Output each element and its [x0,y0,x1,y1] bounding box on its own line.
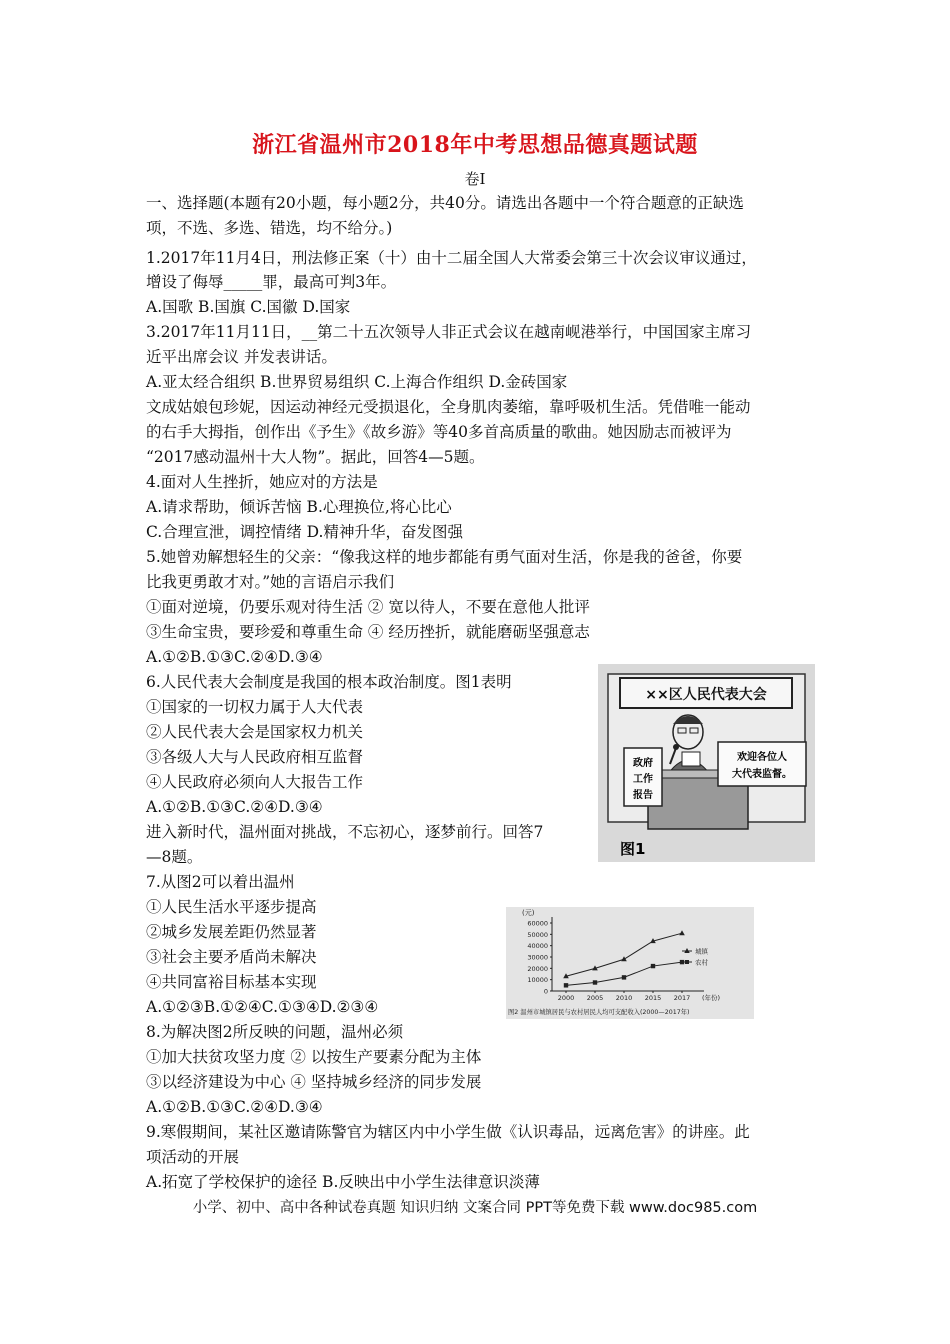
text-line: ①面对逆境，仍要乐观对待生活 ② 宽以待人，不要在意他人批评 [146,598,590,616]
data-point [593,980,597,984]
text-line: 1.2017年11月4日，刑法修正案（十）由十二届全国人大常委会第三十次会议审议通过， [146,249,757,267]
text-line: A.①②B.①③C.②④D.③④ [146,1098,323,1116]
text-line: ③各级人大与人民政府相互监督 [146,748,364,766]
text-line: 进入新时代，温州面对挑战，不忘初心，逐梦前行。回答7 [146,823,544,841]
text-line: ②人民代表大会是国家权力机关 [146,723,364,741]
text-line: 一、选择题(本题有20小题，每小题2分，共40分。请选出各题中一个符合题意的正缺选 [146,194,744,212]
section-label: 卷Ⅰ [464,170,486,188]
text-line: ④共同富裕目标基本实现 [146,973,317,991]
figure-1-report-line-1: 政府 [633,758,653,769]
text-line: ①人民生活水平逐步提高 [146,898,317,916]
income-line-chart [506,907,754,1019]
text-line: 7.从图2可以着出温州 [146,873,295,891]
text-line: C.合理宣泄，调控情绪 D.精神升华，奋发图强 [146,523,463,541]
figure-1-report-line-3: 报告 [633,790,653,801]
text-line: 4.面对人生挫折，她应对的方法是 [146,473,378,491]
y-tick-label: 30000 [527,953,548,962]
figure-2-caption: 图2 温州市城镇居民与农村居民人均可支配收入(2000—2017年) [508,1009,690,1016]
text-line: ③生命宝贵，要珍爱和尊重生命 ④ 经历挫折，就能磨砺坚强意志 [146,623,590,641]
x-tick-label: 2005 [586,994,604,1002]
text-line: 增设了侮辱_____罪，最高可判3年。 [146,273,397,291]
text-line: 9.寒假期间，某社区邀请陈警官为辖区内中小学生做《认识毒品，远离危害》的讲座。此 [146,1123,750,1141]
text-line: ③社会主要矛盾尚未解决 [146,948,317,966]
text-line: 近平出席会议 并发表讲话。 [146,348,337,366]
data-point [622,975,626,979]
figure-1-banner: ××区人民代表大会 [645,687,767,703]
text-line: A.拓宽了学校保护的途径 B.反映出中小学生法律意识淡薄 [146,1173,540,1191]
text-line: 比我更勇敢才对。”她的言语启示我们 [146,573,395,591]
page-title: 浙江省温州市2018年中考思想品德真题试题 [252,132,698,158]
footer-text: 小学、初中、高中各种试卷真题 知识归纳 文案合同 PPT等免费下载 www.doc985.com [192,1200,758,1216]
text-line: 5.她曾劝解想轻生的父亲：“像我这样的地步都能有勇气面对生活，你是我的爸爸，你要 [146,548,743,566]
text-line: A.①②B.①③C.②④D.③④ [146,798,323,816]
y-tick-label: 60000 [527,919,548,928]
text-line: —8题。 [146,848,203,866]
y-tick-label: 50000 [527,930,548,939]
text-line: 项，不选、多选、错选，均不给分。) [146,219,393,237]
text-line: ②城乡发展差距仍然显著 [146,923,317,941]
x-tick-label: 2017 [673,994,691,1002]
legend-label: 农村 [695,958,708,967]
x-tick-label: 2010 [615,994,633,1002]
text-line: ③以经济建设为中心 ④ 坚持城乡经济的同步发展 [146,1073,482,1091]
text-line: A.国歌 B.国旗 C.国徽 D.国家 [146,298,351,316]
y-tick-label: 40000 [527,942,548,951]
x-axis-label: (年份) [702,994,721,1002]
figure-1 [598,664,815,862]
text-line: A.请求帮助，倾诉苦恼 B.心理换位,将心比心 [146,498,452,516]
text-line: ①加大扶贫攻坚力度 ② 以按生产要素分配为主体 [146,1048,482,1066]
y-tick-label: 0 [543,987,548,996]
figure-1-caption: 图1 [620,840,646,858]
y-tick-label: 10000 [527,976,548,985]
data-point [564,983,568,987]
text-line: 8.为解决图2所反映的问题，温州必须 [146,1023,404,1041]
legend-label: 城镇 [695,947,708,956]
figure-1-sign-line-2: 大代表监督。 [732,769,792,780]
y-axis-label: (元) [522,909,535,917]
legend-marker [685,960,689,964]
text-line: 6.人民代表大会制度是我国的根本政治制度。图1表明 [146,673,512,691]
text-line: A.①②B.①③C.②④D.③④ [146,648,323,666]
x-tick-label: 2000 [557,994,575,1002]
text-line: A.亚太经合组织 B.世界贸易组织 C.上海合作组织 D.金砖国家 [146,373,568,391]
text-line: 项活动的开展 [146,1148,240,1166]
figure-1-report-line-2: 工作 [633,774,653,785]
text-line: A.①②③B.①②④C.①③④D.②③④ [146,998,379,1016]
figure-1-sign-line-1: 欢迎各位人 [737,752,787,763]
data-point [651,964,655,968]
y-tick-label: 20000 [527,964,548,973]
text-line: ④人民政府必须向人大报告工作 [146,773,364,791]
text-line: “2017感动温州十大人物”。据此，回答4—5题。 [146,448,485,466]
text-line: 文成姑娘包珍妮，因运动神经元受损退化，全身肌肉萎缩，靠呼吸机生活。凭借唯一能动 [146,398,751,416]
text-line: 的右手大拇指，创作出《予生》《故乡游》等40多首高质量的歌曲。她因励志而被评为 [146,423,732,441]
text-line: ①国家的一切权力属于人大代表 [146,698,364,716]
x-tick-label: 2015 [644,994,662,1002]
text-line: 3.2017年11月11日，__第二十五次领导人非正式会议在越南岘港举行，中国国家主席习 [146,323,752,341]
figure-2 [506,907,754,1019]
figure-1-illustration [598,664,815,862]
